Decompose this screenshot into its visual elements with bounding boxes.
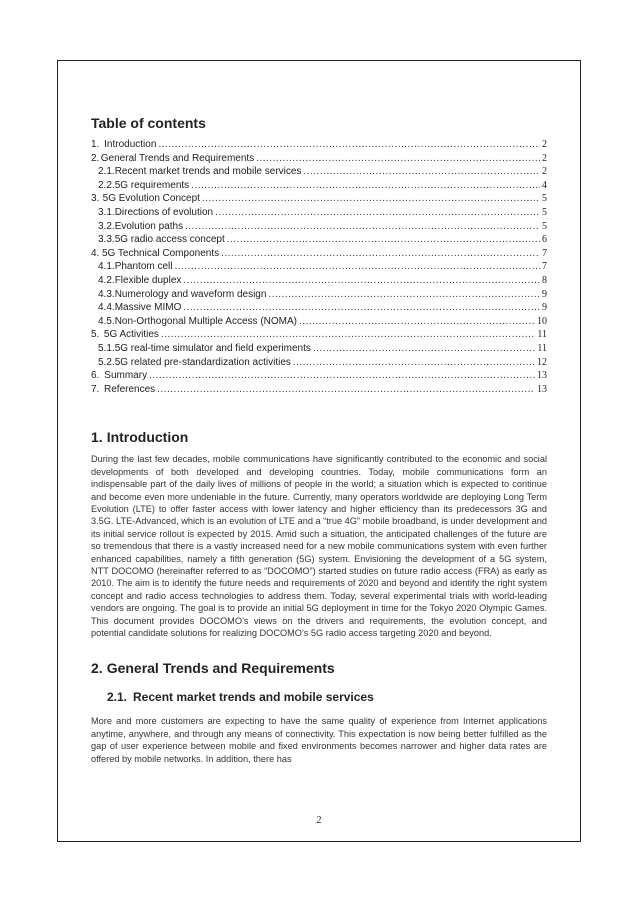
- toc-entry-number: 7.: [91, 383, 100, 395]
- toc-entry-page: 5: [542, 193, 547, 205]
- toc-entry-page: 2: [542, 166, 547, 178]
- toc-entry-title: Introduction: [104, 139, 157, 150]
- toc-entry-page: 11: [537, 329, 547, 341]
- toc-entry-title: 5G Evolution Concept: [102, 193, 200, 205]
- toc-entry-page: 10: [537, 315, 547, 327]
- toc-entry-number: 3.3.: [98, 234, 115, 246]
- toc-entry-number: 3.1.: [98, 206, 115, 218]
- toc-entry-title: Recent market trends and mobile services: [114, 166, 302, 178]
- toc-entry-title: 5G radio access concept: [114, 234, 225, 246]
- toc-entry[interactable]: [91, 233, 547, 247]
- spacer: [91, 446, 547, 453]
- toc-entry[interactable]: [91, 342, 547, 356]
- toc-entry-number: 4.3.: [98, 288, 115, 300]
- toc-entry-title: Phantom cell: [114, 261, 173, 273]
- toc-dot-leader: [161, 328, 535, 342]
- toc-entry[interactable]: [91, 165, 547, 179]
- document-page: [57, 60, 581, 842]
- section-number: 2.: [91, 660, 103, 677]
- toc-dot-leader: [149, 369, 535, 383]
- toc-entry[interactable]: [91, 260, 547, 274]
- toc-entry[interactable]: [91, 369, 547, 383]
- spacer: [91, 705, 547, 715]
- spacer: [91, 639, 547, 659]
- toc-dot-leader: [313, 342, 535, 356]
- toc-entry-number: 4.5.: [98, 315, 115, 327]
- toc-entry-title: Summary: [104, 370, 148, 382]
- toc-entry-title: Numerology and waveform design: [114, 288, 267, 300]
- toc-dot-leader: [215, 206, 540, 220]
- toc-entry-number: 2.1.: [98, 166, 115, 178]
- toc-entry-title: Directions of evolution: [114, 206, 214, 218]
- toc-dot-leader: [227, 233, 540, 247]
- toc-entry[interactable]: [91, 220, 547, 234]
- toc-entry[interactable]: [91, 288, 547, 302]
- section-number: 1.: [91, 429, 103, 446]
- toc-entry[interactable]: [91, 328, 547, 342]
- toc-entry-page: 7: [542, 261, 547, 273]
- toc-entry-title: Flexible duplex: [114, 274, 182, 286]
- toc-entry[interactable]: [91, 247, 547, 261]
- toc-entry-title: References: [104, 383, 156, 395]
- toc-entry-number: 5.2.: [98, 356, 115, 368]
- toc-entry-page: 5: [542, 206, 547, 218]
- toc-title: Table of contents: [91, 115, 206, 131]
- spacer: [91, 677, 547, 689]
- toc-dot-leader: [293, 356, 535, 370]
- toc-dot-leader: [268, 288, 540, 302]
- toc-entry[interactable]: [91, 138, 547, 152]
- toc-entry-title: Massive MIMO: [114, 302, 182, 314]
- subsection-heading-market-trends: [91, 689, 547, 705]
- toc-entry-title: Evolution paths: [114, 220, 184, 232]
- toc-dot-leader: [185, 220, 540, 234]
- toc-entry[interactable]: [91, 192, 547, 206]
- toc-dot-leader: [221, 247, 540, 261]
- toc-dot-leader: [183, 301, 540, 315]
- toc-dot-leader: [183, 274, 540, 288]
- introduction-paragraph: During the last few decades, mobile communications have significantly contributed to the economic and social developments of both developed and developing countries. Today, mobile communications form an indispensable part of the daily lives of millions of people in the world; a situation which is expected to continue and become even more undeniable in the future. Currently, many operators worldwide are deploying Long Term Evolution (LTE) to offer faster access with lower latency and higher efficiency than its predecessors 3G and 3.5G. LTE-Advanced, which is an evolution of LTE and a “true 4G” mobile broadband, is under development and its initial service rollout is expected by 2015. Amid such a situation, the anticipated challenges of the future are so tremendous that there is a vastly increased need for a new mobile communications system with even further enhanced capabilities, namely a fifth generation (5G) system. Envisioning the development of a 5G system, NTT DOCOMO (hereinafter referred to as “DOCOMO”) started studies on future radio access (FRA) as early as 2010. The aim is to identify the future needs and requirements of 2020 and beyond and identify the right system concept and radio access technologies to address them. Today, several experimental trials with world-leading vendors are ongoing. The goal is to provide an initial 5G deployment in time for the Tokyo 2020 Olympic Games. This document provides DOCOMO’s views on the drivers and requirements, the evolution concept, and potential candidate solutions for realizing DOCOMO’s 5G radio access targeting 2020 and beyond.: [91, 454, 547, 638]
- toc-entry-number: 5.1.: [98, 342, 115, 354]
- toc-dot-leader: [303, 165, 540, 179]
- toc-entry-number: 6.: [91, 370, 100, 382]
- toc-entry-number: 4.1.: [98, 261, 115, 273]
- toc-dot-leader: [256, 152, 540, 166]
- section-title: Introduction: [106, 429, 189, 446]
- toc-entry-number: 2.2.: [98, 179, 115, 191]
- toc-entry-page: 5: [542, 220, 547, 232]
- toc-entry-number: 4.4.: [98, 302, 115, 314]
- toc-entry-number: 5.: [91, 329, 100, 341]
- subsection-number: 2.1.: [107, 690, 128, 705]
- toc-entry-page: 13: [537, 383, 547, 395]
- toc-entry-page: 13: [537, 370, 547, 382]
- toc-entry[interactable]: [91, 274, 547, 288]
- toc-dot-leader: [175, 260, 541, 274]
- toc-entry-number: 1.: [91, 139, 100, 150]
- toc-entry[interactable]: [91, 301, 547, 315]
- toc-entry[interactable]: [91, 315, 547, 329]
- toc-entry-page: 7: [542, 247, 547, 259]
- toc-entry-page: 6: [542, 234, 547, 246]
- toc-entry-number: 4.2.: [98, 274, 115, 286]
- toc-entry-title: 5G Technical Components: [101, 247, 220, 259]
- toc-entry[interactable]: [91, 383, 547, 397]
- toc-dot-leader: [191, 179, 540, 193]
- toc-entry-page: 2: [542, 152, 547, 164]
- toc-dot-leader: [299, 315, 535, 329]
- toc-entry[interactable]: [91, 179, 547, 193]
- section-heading-general-trends: [91, 659, 547, 677]
- toc-entry-page: 9: [542, 288, 547, 300]
- toc-entry-page: 4: [542, 179, 547, 191]
- toc-dot-leader: [202, 192, 540, 206]
- page-number: 2: [316, 815, 322, 826]
- toc-entry-page: 8: [542, 274, 547, 286]
- toc-list: [91, 138, 547, 396]
- toc-entry-title: 5G Activities: [103, 329, 159, 341]
- toc-entry-number: 4.: [91, 247, 100, 259]
- toc-entry[interactable]: [91, 356, 547, 370]
- toc-entry-title: General Trends and Requirements: [100, 152, 255, 164]
- toc-entry[interactable]: [91, 152, 547, 166]
- spacer: [91, 396, 547, 428]
- subsection-title: Recent market trends and mobile services: [133, 690, 374, 705]
- page-content: [91, 114, 547, 765]
- toc-entry-page: 9: [542, 302, 547, 314]
- toc-dot-leader: [157, 383, 535, 397]
- toc-entry-page: 2: [542, 139, 547, 150]
- toc-entry-number: 2.: [91, 152, 100, 164]
- toc-entry[interactable]: [91, 206, 547, 220]
- toc-entry-title: Non-Orthogonal Multiple Access (NOMA): [114, 315, 297, 327]
- toc-entry-title: 5G requirements: [114, 179, 190, 191]
- section-title: General Trends and Requirements: [106, 660, 335, 677]
- market-trends-paragraph: More and more customers are expecting to have the same quality of experience from Internet applications anytime, anywhere, and through any means of connectivity. This expectation is now being better fulfilled as the gap of user experience between mobile and fixed environments becomes narrower and higher data rates are offered by mobile networks. In addition, there has: [91, 716, 547, 764]
- toc-entry-number: 3.2.: [98, 220, 115, 232]
- toc-entry-page: 11: [537, 342, 547, 354]
- toc-entry-title: 5G related pre-standardization activities: [114, 356, 291, 368]
- toc-entry-page: 12: [537, 356, 547, 368]
- toc-entry-title: 5G real-time simulator and field experiments: [114, 342, 311, 354]
- section-heading-introduction: [91, 428, 547, 446]
- toc-entry-number: 3.: [91, 193, 100, 205]
- toc-dot-leader: [158, 138, 540, 152]
